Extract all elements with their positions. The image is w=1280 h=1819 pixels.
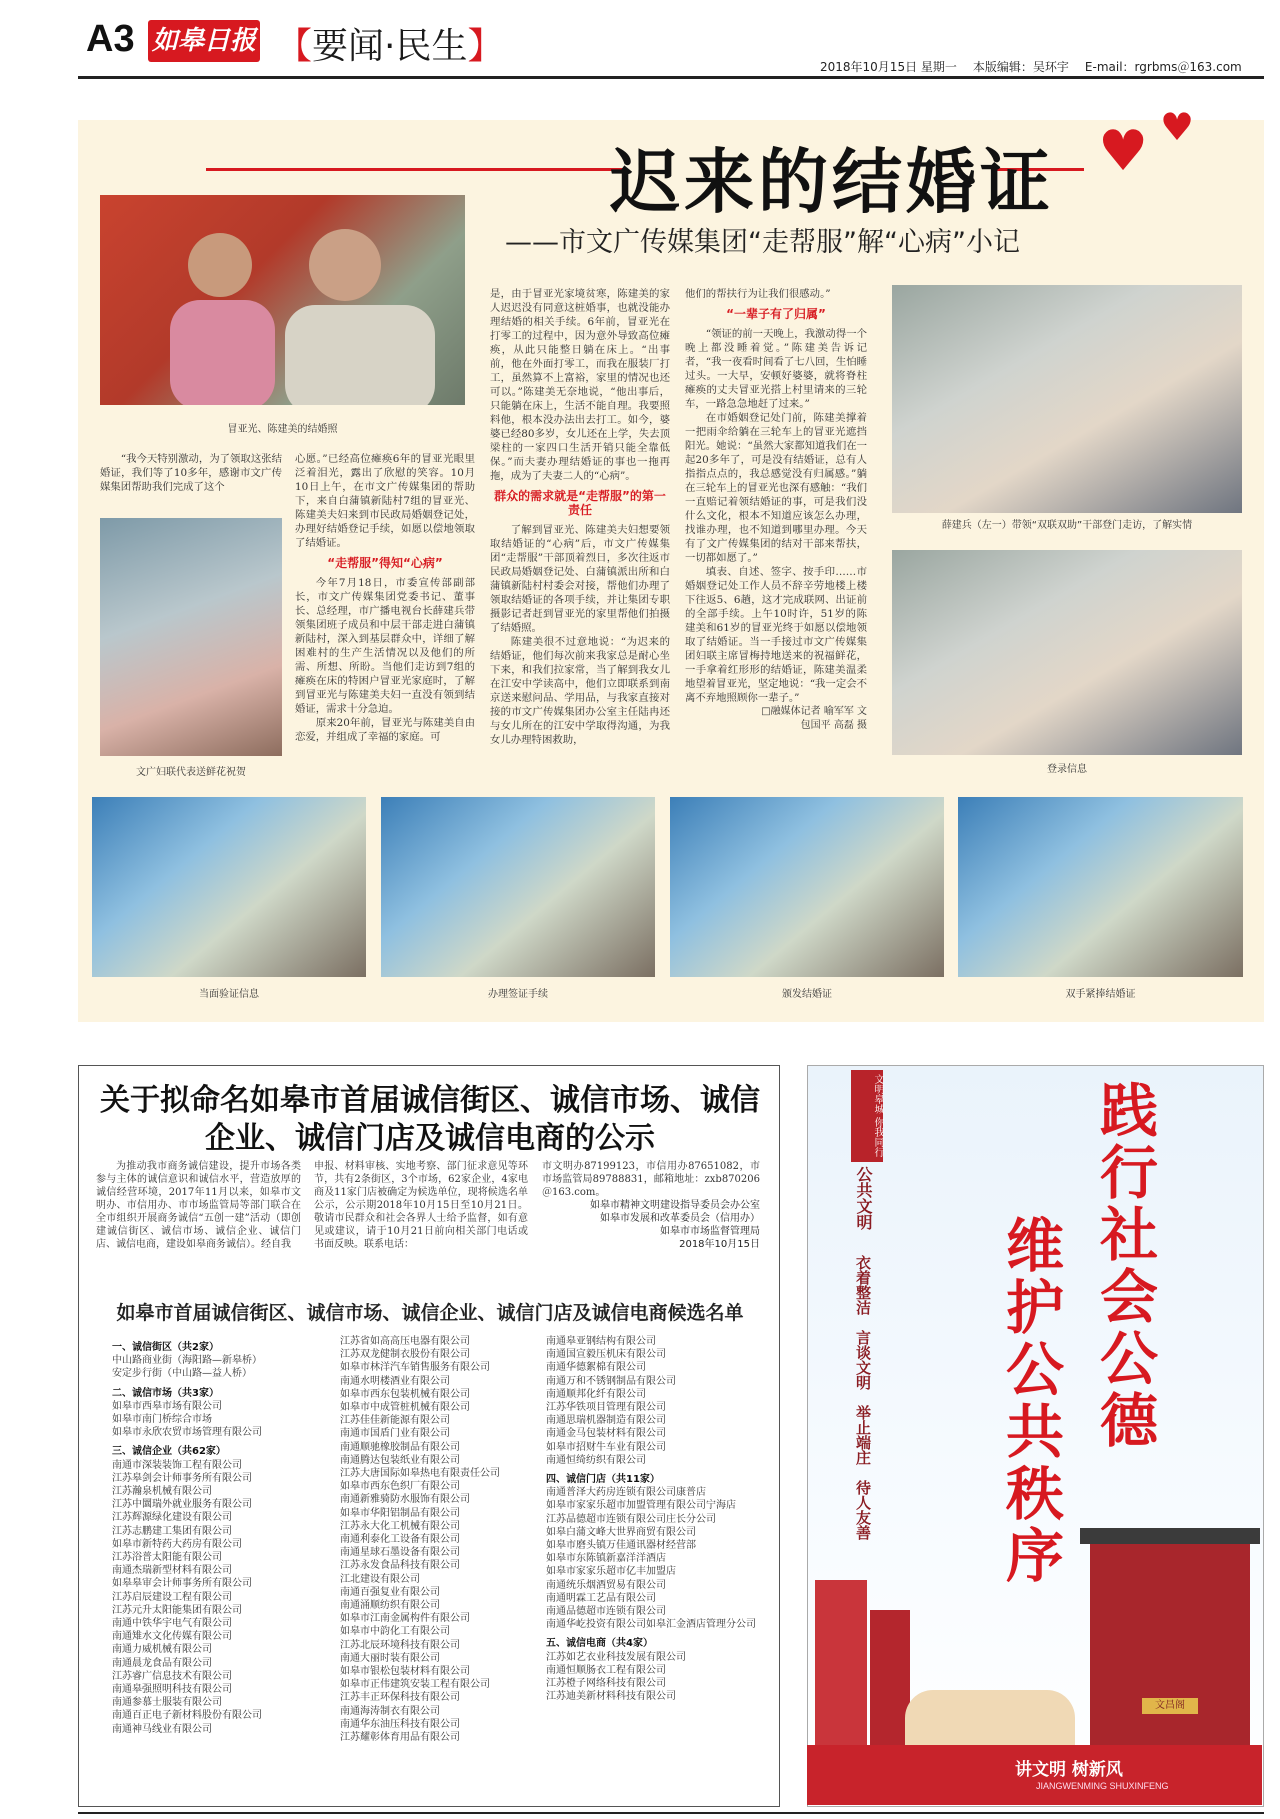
photographer-line: 包国平 高磊 摄 bbox=[800, 720, 867, 731]
list-item: 南通参慕士服装有限公司 bbox=[112, 1697, 222, 1709]
list-item: 如皋市家家乐超市亿丰加盟店 bbox=[546, 1566, 676, 1578]
list-item: 南通大丽时装有限公司 bbox=[340, 1652, 440, 1664]
caption-wedding: 冒亚光、陈建美的结婚照 bbox=[227, 424, 338, 435]
ad-footer-pinyin: JIANGWENMING SHUXINFENG bbox=[1036, 1781, 1169, 1791]
caption-sign: 办理签证手续 bbox=[488, 989, 548, 1000]
list-item: 南通华东油压科技有限公司 bbox=[340, 1718, 460, 1730]
header-meta bbox=[820, 58, 1258, 75]
list-item: 如皋市中韵化工有限公司 bbox=[340, 1626, 450, 1638]
list-item: 南通晨龙食品有限公司 bbox=[112, 1657, 212, 1669]
header-rule bbox=[78, 76, 1264, 79]
email: E-mail：rgrbms＠163.com bbox=[1084, 60, 1242, 74]
para: 市文明办87199123，市信用办87651082，市市场监管局89788831，邮箱地址：zxb870206＠163.com。 bbox=[542, 1161, 760, 1198]
list-item: 江苏耀彰体育用品有限公司 bbox=[340, 1732, 460, 1744]
list-item: 如皋市华阳铝制品有限公司 bbox=[340, 1507, 460, 1519]
list-item: 如皋市江南金属构件有限公司 bbox=[340, 1613, 470, 1625]
list-col1 bbox=[112, 1335, 327, 1736]
list-item: 江苏元升太阳能集团有限公司 bbox=[112, 1604, 242, 1616]
list-item: 南通海涛制衣有限公司 bbox=[340, 1705, 440, 1717]
para: 了解到冒亚光、陈建美夫妇想要领取结婚证的“心病”后，市文广传媒集团“走帮服”干部顶着烈日，多次往返市民政局婚姻登记处、白蒲镇派出所和白蒲镇新陆村村委会对接，帮他们办理了领取结婚证的各项手续，并让集团专职摄影记者赶到冒亚光的家里帮他们拍摄了结婚照。 bbox=[490, 524, 670, 634]
list-item: 南通水明楼酒业有限公司 bbox=[340, 1375, 450, 1387]
list-item: 南通恒顺肠衣工程有限公司 bbox=[546, 1664, 666, 1676]
newspaper-logo: 如皋日报 bbox=[148, 20, 260, 62]
visit-photo bbox=[892, 285, 1242, 513]
ad-footer-slogan: 讲文明 树新风 bbox=[1015, 1760, 1123, 1780]
page-number: A3 bbox=[86, 18, 135, 60]
list-item: 江苏瀚泉机械有限公司 bbox=[112, 1486, 212, 1498]
list-item: 南通华屹投资有限公司如皋汇金酒店管理分公司 bbox=[546, 1619, 756, 1631]
ad-etiquette: 衣着整洁 言谈文明 举止端庄 待人友善 bbox=[854, 1255, 872, 1540]
list-item: 如皋市南门桥综合市场 bbox=[112, 1414, 212, 1426]
para: “领证的前一天晚上，我激动得一个晚上都没睡着觉。”陈建美告诉记者，“我一夜看时间看了七八回，生怕睡过头。一大早，安顿好婆婆，就将脊柱瘫痪的丈夫冒亚光搭上村里请来的三轮车，一路急急地赶了过来。” bbox=[685, 328, 867, 410]
list-item: 中山路商业街（海阳路—新皋桥） bbox=[112, 1355, 262, 1367]
text-col4 bbox=[685, 287, 867, 733]
announcement-col1 bbox=[96, 1160, 301, 1251]
editor: 本版编辑：吴环宇 bbox=[972, 60, 1069, 74]
caption-verify: 当面验证信息 bbox=[199, 989, 259, 1000]
caption-register: 登录信息 bbox=[1047, 764, 1087, 775]
para: 申报、材料审核、实地考察、部门征求意见等环节，共有2条街区，3个市场，62家企业，4家电商及11家门店被确定为候选单位，现将候选名单公示，公示期2018年10月15日至10月21日。敬请市民群众和社会各界人士给予监督，如有意见或建议，请于10月21日前向相关部门电话或书面反映。联系电话： bbox=[314, 1161, 528, 1250]
list-item: 南通杰瑞新型材料有限公司 bbox=[112, 1565, 232, 1577]
photo-verify bbox=[92, 797, 366, 977]
list-heading: 五、诚信电商（共4家） bbox=[546, 1638, 653, 1650]
list-item: 南通万和不锈钢制品有限公司 bbox=[546, 1375, 676, 1387]
list-item: 南通市国盾门业有限公司 bbox=[340, 1428, 450, 1440]
list-item: 南通涌顺纺织有限公司 bbox=[340, 1600, 440, 1612]
list-group bbox=[340, 1335, 555, 1744]
list-item: 南通顺驰橡胶制品有限公司 bbox=[340, 1441, 460, 1453]
tower-roof bbox=[1080, 1528, 1260, 1544]
list-item: 南通金马包装材料有限公司 bbox=[546, 1428, 666, 1440]
ad-slogan-2: 维护公共秩序 bbox=[996, 1215, 1064, 1587]
photo-hold bbox=[958, 797, 1243, 977]
section-title: 【要闻·民生】 bbox=[276, 26, 504, 67]
para: 他们的帮扶行为让我们很感动。” bbox=[685, 288, 831, 300]
subhead-3: “一辈子有了归属” bbox=[726, 307, 826, 321]
heart-icon: ♥ bbox=[1098, 119, 1149, 184]
wedding-photo bbox=[100, 195, 465, 405]
list-group bbox=[546, 1651, 764, 1704]
announcement-col2 bbox=[314, 1160, 528, 1251]
list-item: 江苏睿广信息技术有限公司 bbox=[112, 1670, 232, 1682]
list-item: 江苏华铁项目管理有限公司 bbox=[546, 1402, 666, 1414]
list-item: 江苏启辰建设工程有限公司 bbox=[112, 1591, 232, 1603]
caption-issue: 颁发结婚证 bbox=[782, 989, 832, 1000]
list-item: 南通普泽大药房连锁有限公司康普店 bbox=[546, 1487, 706, 1499]
list-item: 江北建设有限公司 bbox=[340, 1573, 420, 1585]
list-item: 如皋市东陈镇新嘉洋洋酒店 bbox=[546, 1553, 666, 1565]
list-item: 南通百正电子新材料股份有限公司 bbox=[112, 1710, 262, 1722]
list-item: 如皋市磨头镇万佳通讯器材经营部 bbox=[546, 1540, 696, 1552]
title-rule-left bbox=[206, 168, 626, 171]
list-item: 江苏永发食品科技有限公司 bbox=[340, 1560, 460, 1572]
caption-visit: 薛建兵（左一）带领“双联双助”干部登门走访，了解实情 bbox=[941, 520, 1193, 531]
list-item: 如皋市银松包装材料有限公司 bbox=[340, 1666, 470, 1678]
building-left bbox=[815, 1580, 867, 1745]
list-item: 如皋市西皋市场有限公司 bbox=[112, 1400, 222, 1412]
text-col3 bbox=[490, 287, 670, 747]
list-item: 南通思瑞机器制造有限公司 bbox=[546, 1415, 666, 1427]
list-item: 江苏志鹏建工集团有限公司 bbox=[112, 1525, 232, 1537]
list-item: 南通利泰化工设备有限公司 bbox=[340, 1534, 460, 1546]
para: 今年7月18日，市委宣传部副部长，市文广传媒集团党委书记、董事长、总经理，市广播电视台长薛建兵带领集团班子成员和中层干部走进白蒲镇新陆村，深入到基层群众中，详细了解困难村的生产生活情况以及他们的所需、所想、所盼。当他们走访到7组的瘫痪在床的特困户冒亚光家庭时，了解到冒亚光与陈建美夫妇一直没有领到结婚证，需求十分急迫。 bbox=[295, 577, 475, 715]
list-item: 南通皋强照明科技有限公司 bbox=[112, 1684, 232, 1696]
list-item: 江苏省如高高压电器有限公司 bbox=[340, 1336, 470, 1347]
signature-3: 如皋市市场监督管理局 bbox=[660, 1226, 760, 1237]
photo-issue bbox=[670, 797, 944, 977]
announcement-col3 bbox=[542, 1160, 760, 1251]
list-item: 南通统乐烟酒贸易有限公司 bbox=[546, 1579, 666, 1591]
list-heading: 一、诚信街区（共2家） bbox=[112, 1342, 219, 1353]
building-left-2 bbox=[870, 1610, 910, 1745]
list-item: 如皋市招财牛车业有限公司 bbox=[546, 1441, 666, 1453]
list-item: 江苏北辰环境科技有限公司 bbox=[340, 1639, 460, 1651]
section-label: 要闻·民生 bbox=[312, 26, 468, 67]
list-item: 如皋市中成管桩机械有限公司 bbox=[340, 1402, 470, 1414]
list-item: 南通顺邦化纤有限公司 bbox=[546, 1388, 646, 1400]
para: 原来20年前，冒亚光与陈建美自由恋爱，并组成了幸福的家庭。可 bbox=[295, 717, 475, 743]
author-line: □融媒体记者 喻军军 文 bbox=[761, 706, 867, 717]
list-heading: 三、诚信企业（共62家） bbox=[112, 1446, 226, 1458]
text-col2 bbox=[295, 452, 475, 744]
caption-hold: 双手紧捧结婚证 bbox=[1065, 989, 1136, 1000]
candidate-list-title: 如皋市首届诚信街区、诚信市场、诚信企业、诚信门店及诚信电商候选名单 bbox=[116, 1302, 744, 1324]
list-item: 如皋市西东色织厂有限公司 bbox=[340, 1481, 460, 1493]
feature-title: 迟来的结婚证 bbox=[610, 140, 1054, 223]
list-item: 江苏永大化工机械有限公司 bbox=[340, 1520, 460, 1532]
list-item: 如皋市新特药大药房有限公司 bbox=[112, 1538, 242, 1550]
para: 心愿。”已经高位瘫痪6年的冒亚光眼里泛着泪光，露出了欣慰的笑容。10月10日上午，在市文广传媒集团的帮助下，来自白蒲镇新陆村7组的冒亚光、陈建美夫妇来到市民政局婚姻登记处，办理好结婚登记手续，如愿以偿地领取了结婚证。 bbox=[295, 453, 475, 549]
list-item: 江苏如艺衣业科技发展有限公司 bbox=[546, 1651, 686, 1663]
tower-sign: 文昌阁 bbox=[1142, 1698, 1198, 1714]
list-item: 南通星球石墨设备有限公司 bbox=[340, 1547, 460, 1559]
list-item: 南通雉水文化传媒有限公司 bbox=[112, 1631, 232, 1643]
para: “我今天特别激动，为了领取这张结婚证，我们等了10多年，感谢市文广传媒集团帮助我们完成了这个 bbox=[100, 453, 282, 493]
tower-building bbox=[1090, 1540, 1250, 1745]
list-item: 江苏佳佳新能源有限公司 bbox=[340, 1415, 450, 1427]
signature-date: 2018年10月15日 bbox=[679, 1239, 760, 1250]
list-item: 南通华德絮棉有限公司 bbox=[546, 1362, 646, 1374]
list-item: 南通市深装装饰工程有限公司 bbox=[112, 1459, 242, 1471]
list-group bbox=[546, 1486, 764, 1631]
subhead-2: 群众的需求就是“走帮服”的第一责任 bbox=[494, 489, 666, 517]
list-item: 南通品德超市连锁有限公司 bbox=[546, 1606, 666, 1618]
list-item: 江苏橙子网络科技有限公司 bbox=[546, 1678, 666, 1690]
caption-flowers: 文广妇联代表送鲜花祝贺 bbox=[136, 767, 246, 778]
list-item: 南通神马线业有限公司 bbox=[112, 1723, 212, 1735]
ad-heading: 公共文明 bbox=[854, 1166, 873, 1230]
photo-sign bbox=[381, 797, 655, 977]
list-item: 江苏丰正环保科技有限公司 bbox=[340, 1692, 460, 1704]
text-col1 bbox=[100, 452, 282, 494]
list-heading: 四、诚信门店（共11家） bbox=[546, 1474, 660, 1486]
para: 为推动我市商务诚信建设，提升市场各类参与主体的诚信意识和诚信水平，营造放厚的诚信经营环境，2017年11月以来，如皋市文明办、市信用办、市市场监管局等部门联合在全市组织开展商务诚信“五创一建”活动（即创建诚信街区、诚信市场、诚信企业、诚信门店、诚信电商，建设如皋商务诚信）。经自我 bbox=[96, 1161, 301, 1250]
para: 填表、自述、签字、按手印……市婚姻登记处工作人员不辞辛劳地楼上楼下往返5、6趟，这才完成联网、出证前的全部手续。上午10时许，51岁的陈建美和61岁的冒亚光终于如愿以偿地领取了结婚证。当一手接过市文广传媒集团妇联主席冒梅持地送来的祝福鲜花，一手拿着红形形的结婚证，陈建美温柔地望着冒亚光，坚定地说：“我一定会不离不弃地照顾你一辈子。” bbox=[685, 566, 867, 704]
list-group bbox=[112, 1459, 327, 1736]
list-group bbox=[546, 1335, 764, 1467]
list-item: 南通力威机械有限公司 bbox=[112, 1644, 212, 1656]
register-photo bbox=[892, 550, 1242, 755]
list-item: 南通皋亚钢结构有限公司 bbox=[546, 1336, 656, 1347]
list-item: 南通明霖工艺品有限公司 bbox=[546, 1592, 656, 1604]
list-item: 如皋皋审会计师事务所有限公司 bbox=[112, 1578, 252, 1590]
list-item: 江苏浴普太阳能有限公司 bbox=[112, 1552, 222, 1564]
para: 是，由于冒亚光家境贫寒，陈建美的家人迟迟没有同意这桩婚事，也就没能办理结婚的相关手续。6年前，冒亚光在打零工的过程中，因为意外导致高位瘫痪，从此只能整日躺在床上。“出事前，他在外面打零工，而我在服装厂打工，虽然算不上富裕，家里的情况也还可以。”陈建美无奈地说，“他出事后，只能躺在床上，生活不能自理。我要照料他，根本没办法出去打工。如今，婆婆已经80多岁，女儿还在上学，失去顶梁柱的一家四口生活开销只能全靠低保。”而夫妻办理结婚证的事也一拖再拖，成为了夫妻二人的“心病”。 bbox=[490, 288, 670, 482]
para: 在市婚姻登记处门前，陈建美撑着一把雨伞给躺在三轮车上的冒亚光遮挡阳光。她说：“虽然大家都知道我们在一起20多年了，可是没有结婚证，总有人指指点点的，我总感觉没有归属感。”躺在三轮车上的冒亚光也深有感触：“我们一直赔记着领结婚证的事，可是我们没什么文化，根本不知道应该怎么办理，找谁办理，也不知道到哪里办理。今天有了文广传媒集团的结对干部来帮扶，一切都如愿了。” bbox=[685, 412, 867, 564]
list-item: 江苏迪美新材料科技有限公司 bbox=[546, 1691, 676, 1703]
list-item: 如皋市林洋汽车销售服务有限公司 bbox=[340, 1362, 490, 1374]
issue-date: 2018年10月15日 星期一 bbox=[820, 60, 957, 74]
list-item: 江苏品德超市连锁有限公司庄长分公司 bbox=[546, 1513, 716, 1525]
list-item: 南通百强复业有限公司 bbox=[340, 1586, 440, 1598]
list-item: 江苏辉源绿化建设有限公司 bbox=[112, 1512, 232, 1524]
feature-subtitle: ——市文广传媒集团“走帮服”解“心病”小记 bbox=[505, 227, 1020, 258]
list-col3 bbox=[546, 1335, 764, 1703]
list-item: 如皋市西东包装机械有限公司 bbox=[340, 1388, 470, 1400]
list-item: 如皋白蒲文峰大世界商贸有限公司 bbox=[546, 1526, 696, 1538]
list-item: 如皋市永欣农贸市场管理有限公司 bbox=[112, 1427, 262, 1439]
signature-1: 如皋市精神文明建设指导委员会办公室 bbox=[590, 1200, 760, 1211]
subhead-1: “走帮服”得知“心病” bbox=[327, 556, 443, 570]
list-item: 如皋市家家乐超市加盟管理有限公司宁海店 bbox=[546, 1500, 736, 1512]
list-item: 江苏中圜瑞外就业服务有限公司 bbox=[112, 1499, 252, 1511]
signature-2: 如皋市发展和改革委员会（信用办） bbox=[600, 1213, 760, 1224]
list-item: 如皋市正伟建筑安装工程有限公司 bbox=[340, 1679, 490, 1691]
list-col2 bbox=[340, 1335, 555, 1744]
crowd-illustration bbox=[905, 1690, 1075, 1745]
list-item: 南通新雅骑防水服饰有限公司 bbox=[340, 1494, 470, 1506]
flower-photo bbox=[100, 518, 282, 756]
heart-icon-small: ♥ bbox=[1160, 105, 1195, 149]
list-item: 安定步行街（中山路—益人桥） bbox=[112, 1368, 252, 1380]
list-item: 南通腾达包装纸业有限公司 bbox=[340, 1454, 460, 1466]
list-item: 江苏大唐国际如皋热电有限责任公司 bbox=[340, 1468, 500, 1480]
list-item: 江苏双龙健制衣股份有限公司 bbox=[340, 1349, 470, 1361]
list-item: 江苏皋剑会计师事务所有限公司 bbox=[112, 1472, 252, 1484]
list-item: 南通国宣毅压机床有限公司 bbox=[546, 1349, 666, 1361]
footer-rule bbox=[78, 1812, 1264, 1814]
announcement-title: 关于拟命名如皋市首届诚信街区、诚信市场、诚信企业、诚信门店及诚信电商的公示 bbox=[100, 1083, 760, 1156]
ad-slogan-1: 践行社会公德 bbox=[1090, 1080, 1158, 1452]
list-item: 南通中铁华宇电气有限公司 bbox=[112, 1618, 232, 1630]
wedding-photo-art bbox=[100, 195, 465, 405]
list-item: 南通恒绮纺织有限公司 bbox=[546, 1454, 646, 1466]
ad-side-banner: 文明皋城 你我同行 bbox=[851, 1070, 883, 1162]
list-heading: 二、诚信市场（共3家） bbox=[112, 1387, 219, 1399]
para: 陈建美很不过意地说：“为迟来的结婚证，他们每次前来我家总是耐心坐下来，和我们拉家常，当了解到我女儿在江安中学读高中，他们立即联系到南京送来慰问品、学用品，与我家直接对接的市文广传媒集团办公室主任陆冉还与女儿所在的江安中学取得沟通，为我女儿办理特困救助， bbox=[490, 636, 670, 746]
